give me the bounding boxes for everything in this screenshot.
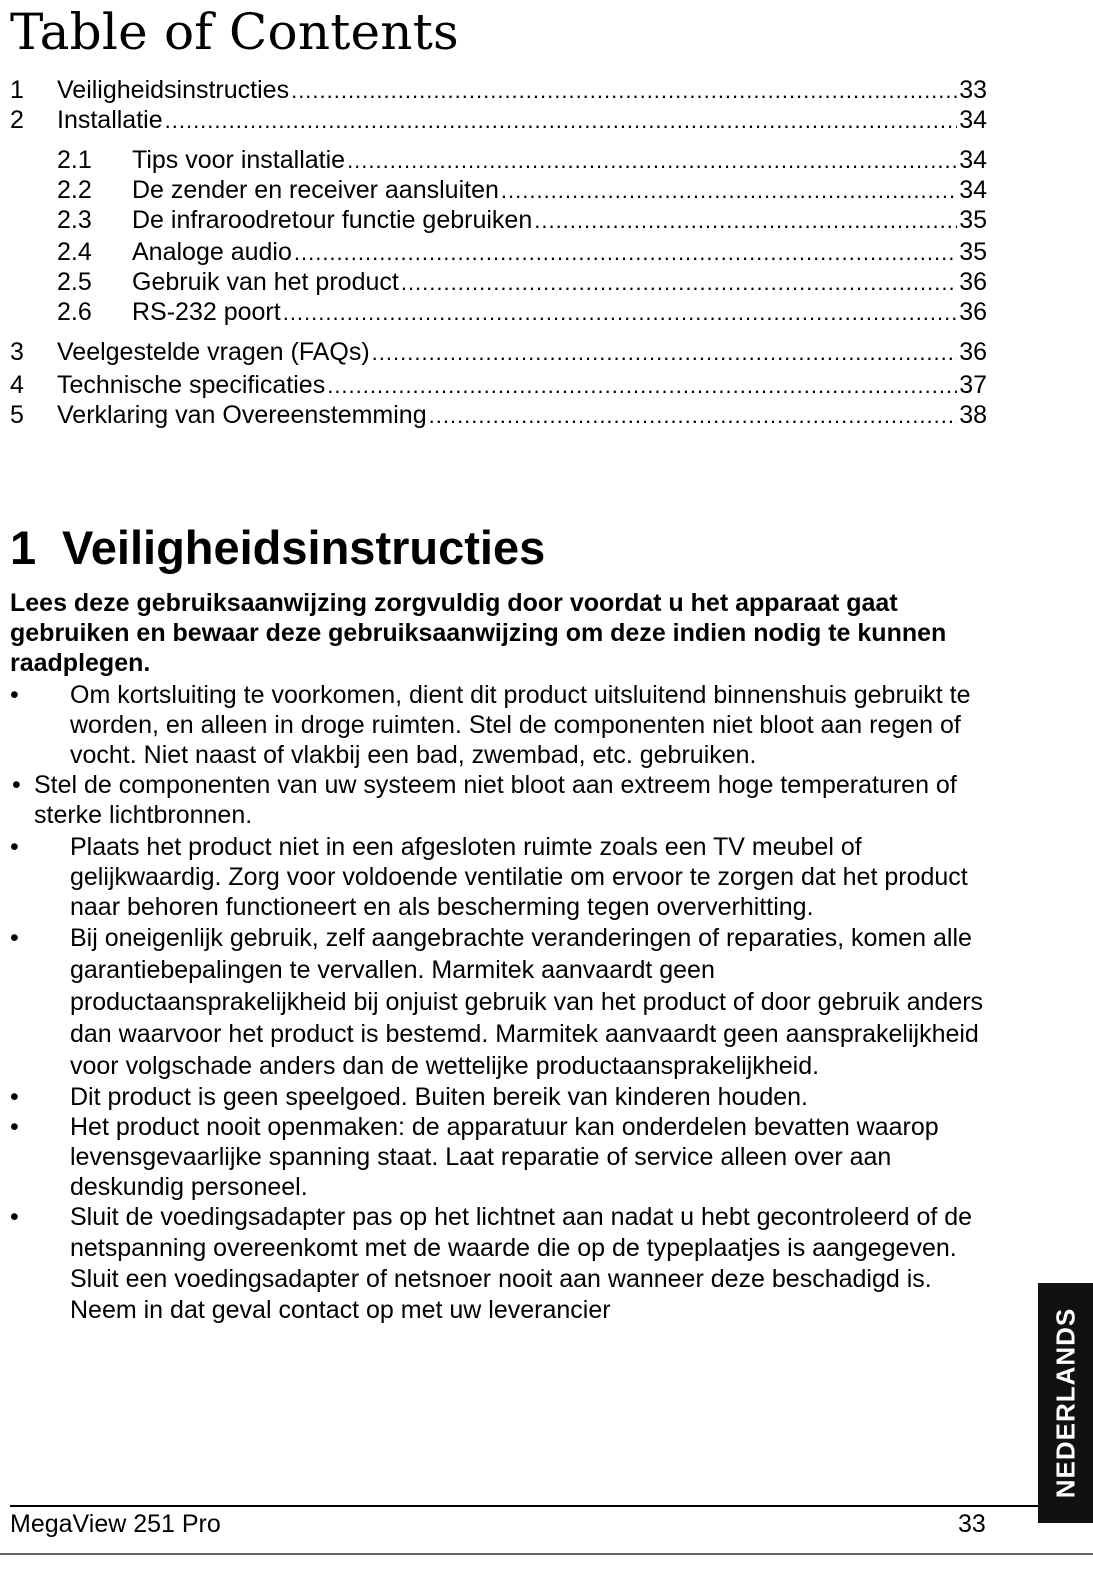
toc-entry-label: Veelgestelde vragen (FAQs): [57, 338, 370, 366]
bullet-marker: •: [10, 1083, 19, 1111]
toc-dot-leader: [429, 401, 958, 431]
toc-entry-number: 2.1: [57, 146, 92, 174]
bullet-marker: •: [10, 1113, 19, 1141]
toc-dot-leader: [291, 76, 957, 106]
toc-dot-leader: [501, 176, 957, 206]
toc-entry-label: Gebruik van het product: [132, 268, 399, 296]
list-item-text: Het product nooit openmaken: de apparatuur kan onderdelen bevatten waarop levensgevaarlijke spanning staat. Laat reparatie of service alleen over aan deskundig personeel.: [70, 1113, 939, 1201]
toc-entry[interactable]: [10, 400, 987, 430]
toc-entry-number: 4: [10, 371, 24, 399]
toc-entry-number: 2.6: [57, 298, 92, 326]
footer-page-number: 33: [958, 1510, 986, 1538]
toc-entry-number: 2.5: [57, 268, 92, 296]
toc-entry-number: 3: [10, 338, 24, 366]
section-intro: Lees deze gebruiksaanwijzing zorgvuldig door voordat u het apparaat gaat gebruiken en bewaar deze gebruiksaanwijzing om deze indien nodig te kunnen raadplegen.: [10, 589, 947, 677]
language-side-tab-label: NEDERLANDS: [1050, 1307, 1080, 1499]
toc-entry-page: 36: [959, 298, 987, 326]
list-item: [0, 680, 985, 770]
section-title: Veiligheidsinstructies: [62, 521, 546, 574]
toc-entry-label: Verklaring van Overeenstemming: [57, 401, 427, 429]
toc-entry-label: Veiligheidsinstructies: [57, 76, 290, 104]
toc-entry-page: 38: [959, 401, 987, 429]
list-item: [0, 1202, 985, 1326]
bullet-marker: •: [12, 771, 21, 799]
toc-entry-page: 33: [959, 76, 987, 104]
toc-subentry[interactable]: [57, 237, 987, 267]
toc-entry-page: 37: [959, 371, 987, 399]
list-item: [0, 770, 985, 830]
toc-subentry[interactable]: [57, 175, 987, 205]
list-item: [0, 922, 985, 1082]
toc-entry-label: Tips voor installatie: [132, 146, 346, 174]
toc-entry-number: 1: [10, 76, 24, 104]
list-item: [0, 1082, 985, 1112]
toc-entry-label: De zender en receiver aansluiten: [132, 176, 499, 204]
toc-entry[interactable]: [10, 337, 987, 367]
toc-entry[interactable]: [10, 105, 987, 135]
toc-subentry[interactable]: [57, 267, 987, 297]
toc-dot-leader: [294, 238, 957, 268]
bullet-marker: •: [10, 833, 19, 861]
toc-dot-leader: [165, 106, 958, 136]
bullet-marker: •: [10, 924, 19, 952]
safety-bullet-list: [0, 680, 1000, 1326]
toc-entry-page: 35: [959, 206, 987, 234]
toc-entry-number: 2.4: [57, 238, 92, 266]
bullet-marker: •: [10, 1203, 19, 1231]
toc-entry-page: 34: [959, 106, 987, 134]
toc-entry-number: 2: [10, 106, 24, 134]
toc-entry-label: Installatie: [57, 106, 163, 134]
list-item-text: Bij oneigenlijk gebruik, zelf aangebrachte veranderingen of reparaties, komen alle garantiebepalingen te vervallen. Marmitek aanvaardt geen productaansprakelijkheid bij onjuist gebruik van het product of door gebruik anders dan waarvoor het product is bestemd. Marmitek aanvaardt geen aansprakelijkheid voor volgschade anders dan de wettelijke productaansprakelijkheid.: [70, 924, 984, 1080]
language-side-tab: [1038, 1283, 1093, 1523]
toc-title: Table of Contents: [10, 3, 459, 61]
toc-entry-page: 35: [959, 238, 987, 266]
list-item-text: Dit product is geen speelgoed. Buiten bereik van kinderen houden.: [70, 1083, 809, 1111]
toc-entry-number: 5: [10, 401, 24, 429]
list-item-text: Om kortsluiting te voorkomen, dient dit product uitsluitend binnenshuis gebruikt te worden, en alleen in droge ruimten. Stel de componenten niet bloot aan regen of vocht. Niet naast of vlakbij een bad, zwembad, etc. gebruiken.: [70, 681, 971, 769]
toc-entry-label: Analoge audio: [132, 238, 292, 266]
toc-dot-leader: [401, 268, 957, 298]
table-of-contents: [0, 0, 1093, 440]
toc-subentry[interactable]: [57, 205, 987, 235]
footer-divider: [10, 1505, 1038, 1507]
page-bottom-divider: [0, 1553, 1093, 1555]
toc-dot-leader: [372, 338, 958, 368]
toc-entry-number: 2.3: [57, 206, 92, 234]
section-heading: [10, 515, 545, 581]
toc-dot-leader: [534, 206, 957, 236]
toc-subentry[interactable]: [57, 145, 987, 175]
section-number: 1: [10, 521, 37, 574]
toc-dot-leader: [283, 298, 957, 328]
bullet-marker: •: [10, 681, 19, 709]
list-item-text: Sluit de voedingsadapter pas op het lichtnet aan nadat u hebt gecontroleerd of de netspanning overeenkomt met de waarde die op de typeplaatjes is aangegeven. Sluit een voedingsadapter of netsnoer nooit aan wanneer deze beschadigd is. Neem in dat geval contact op met uw leverancier: [70, 1203, 973, 1324]
toc-entry-page: 34: [959, 176, 987, 204]
toc-entry[interactable]: [10, 75, 987, 105]
toc-entry-number: 2.2: [57, 176, 92, 204]
footer-product-name: MegaView 251 Pro: [10, 1510, 221, 1538]
list-item: [0, 1112, 985, 1202]
toc-entry-label: De infraroodretour functie gebruiken: [132, 206, 533, 234]
toc-dot-leader: [327, 371, 957, 401]
toc-entry-label: Technische specificaties: [57, 371, 326, 399]
toc-entry-page: 36: [959, 268, 987, 296]
toc-entry-page: 34: [959, 146, 987, 174]
toc-entry[interactable]: [10, 370, 987, 400]
toc-subentry[interactable]: [57, 297, 987, 327]
list-item-text: Stel de componenten van uw systeem niet bloot aan extreem hoge temperaturen of sterke lichtbronnen.: [34, 771, 957, 829]
toc-dot-leader: [347, 146, 957, 176]
toc-entry-label: RS-232 poort: [132, 298, 281, 326]
list-item: [0, 832, 985, 922]
toc-entry-page: 36: [959, 338, 987, 366]
list-item-text: Plaats het product niet in een afgesloten ruimte zoals een TV meubel of gelijkwaardig. Zorg voor voldoende ventilatie om ervoor te zorgen dat het product naar behoren functioneert en als bescherming tegen oververhitting.: [70, 833, 968, 921]
